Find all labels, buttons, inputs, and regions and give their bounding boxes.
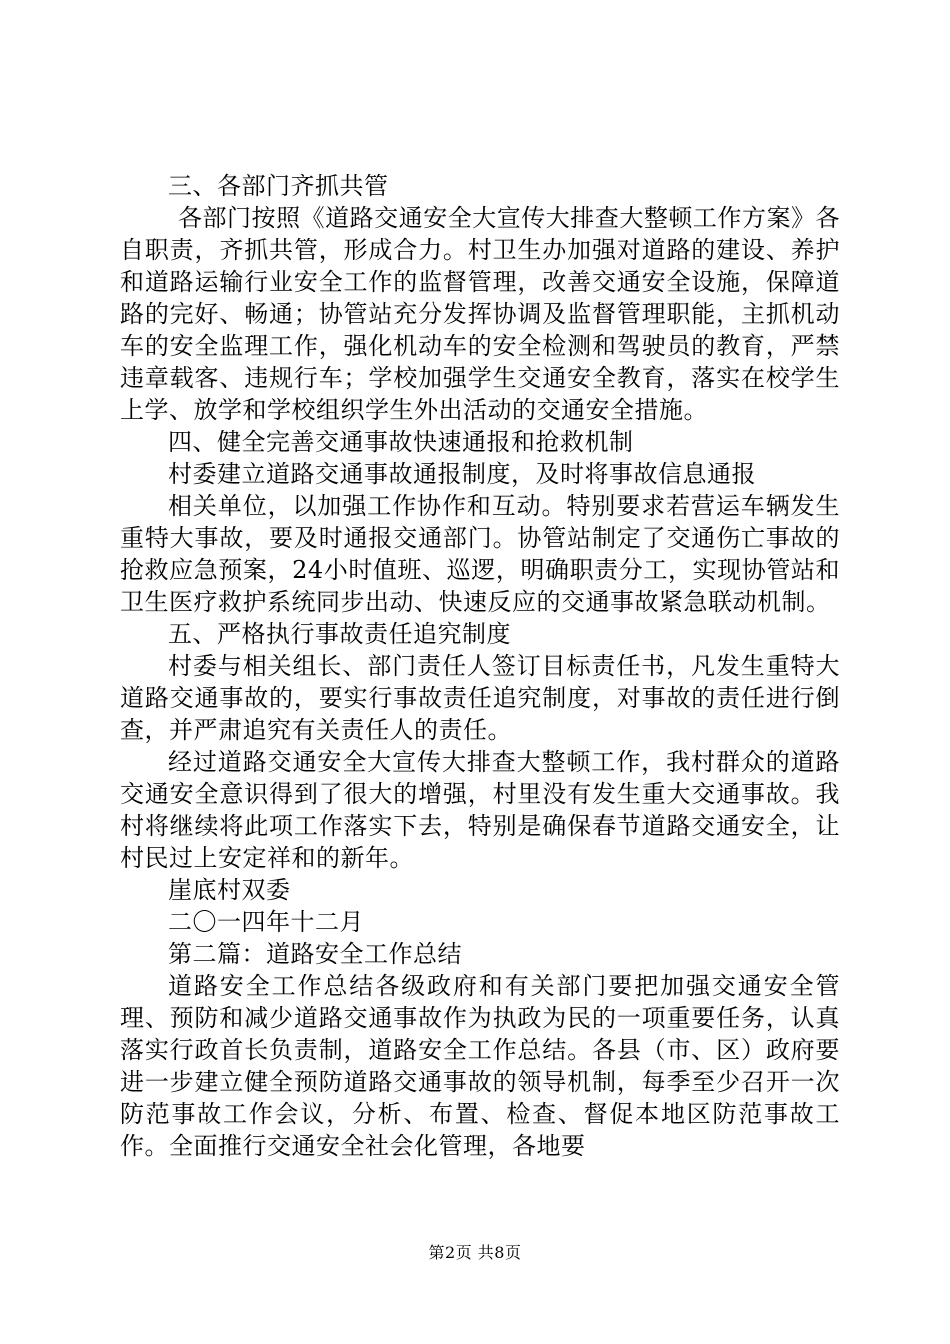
section-heading-5: 五、严格执行事故责任追究制度 <box>168 620 511 648</box>
section-heading-4: 四、健全完善交通事故快速通报和抢救机制 <box>168 428 634 456</box>
paragraph-notification-system: 村委建立道路交通事故通报制度，及时将事故信息通报 <box>168 460 756 488</box>
paragraph-rescue-mechanism: 相关单位，以加强工作协作和互动。特别要求若营运车辆发生重特大事故，要及时通报交通部门。协管站制定了交通伤亡事故的抢救应急预案，24小时值班、巡逻，明确职责分工，实现协管站和卫生医疗救护系统同步出动、快速反应的交通事故紧急联动机制。 <box>120 492 840 616</box>
paragraph-road-safety-summary: 道路安全工作总结各级政府和有关部门要把加强交通安全管理、预防和减少道路交通事故作为执政为民的一项重要任务，认真落实行政首长负责制，道路安全工作总结。各县（市、区）政府要进一步建立健全预防道路交通事故的领导机制，每季至少召开一次防范事故工作会议，分析、布置、检查、督促本地区防范事故工作。全面推行交通安全社会化管理，各地要 <box>120 972 840 1160</box>
paragraph-summary: 经过道路交通安全大宣传大排查大整顿工作，我村群众的道路交通安全意识得到了很大的增强，村里没有发生重大交通事故。我村将继续将此项工作落实下去，特别是确保春节道路交通安全，让村民过上安定祥和的新年。 <box>120 748 840 872</box>
document-body <box>120 170 840 1162</box>
section-heading-3: 三、各部门齐抓共管 <box>168 172 389 200</box>
page-number-footer: 第2页 共8页 <box>428 1243 522 1262</box>
signature-date: 二〇一四年十二月 <box>168 908 364 936</box>
paragraph-responsibility: 村委与相关组长、部门责任人签订目标责任书，凡发生重特大道路交通事故的，要实行事故责任追究制度，对事故的责任进行倒查，并严肃追究有关责任人的责任。 <box>120 652 840 744</box>
signature-organization: 崖底村双委 <box>168 876 291 904</box>
paragraph-departments: 各部门按照《道路交通安全大宣传大排查大整顿工作方案》各自职责，齐抓共管，形成合力。村卫生办加强对道路的建设、养护和道路运输行业安全工作的监督管理，改善交通安全设施，保障道路的完好、畅通；协管站充分发挥协调及监督管理职能，主抓机动车的安全监理工作，强化机动车的安全检测和驾驶员的教育，严禁违章载客、违规行车；学校加强学生交通安全教育，落实在校学生上学、放学和学校组织学生外出活动的交通安全措施。 <box>120 204 840 424</box>
chapter-heading-2: 第二篇：道路安全工作总结 <box>168 940 462 968</box>
